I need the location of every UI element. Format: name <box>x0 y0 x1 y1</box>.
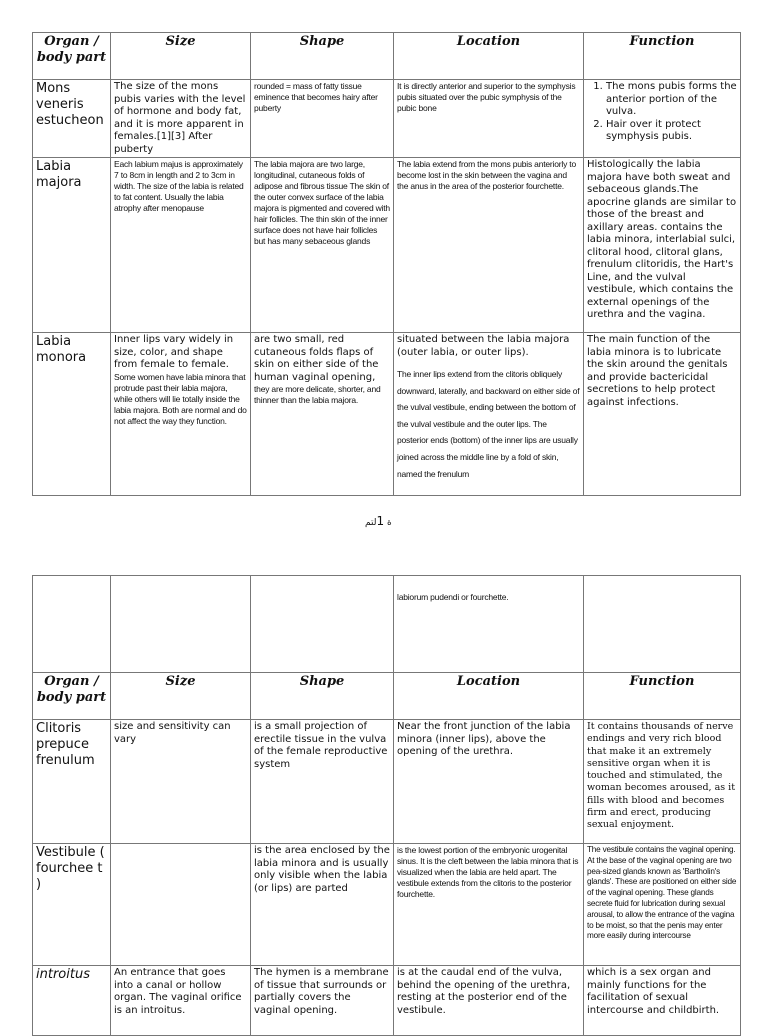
header-shape: Shape <box>251 33 394 80</box>
shape-text-a: are two small, red cutaneous folds flaps of skin on either side of the human vaginal opening, <box>254 334 379 383</box>
function-cell: which is a sex organ and mainly functions for the facilitation of sexual intercourse and childbirth. <box>584 966 741 1036</box>
organ-cell: Mons veneris estucheon <box>33 80 111 158</box>
anatomy-table-page-2 <box>32 575 741 1036</box>
table-row-labia-majora <box>33 158 741 333</box>
shape-cell <box>251 333 394 496</box>
location-cell: It is directly anterior and superior to the symphysis pubis situated over the pubic symphysis of the pubic bone <box>394 80 584 158</box>
function-cell: The vestibule contains the vaginal opening. At the base of the vaginal opening are two pea-sized glands known as 'Bartholin's glands'. These are positioned on either side of the vaginal opening. These glands secrete fluid for lubrication during sexual arousal, to allow the entrance of the vagina to be moist, so that the penis may enter more easily during intercourse <box>584 844 741 966</box>
size-cell: Each labium majus is approximately 7 to 8cm in length and 2 to 3cm in width. The size of the labia is related to fat content. Usually the labia atrophy after menopause <box>111 158 251 333</box>
table-row-labia-minora <box>33 333 741 496</box>
location-continuation-cell: labiorum pudendi or fourchette. <box>394 576 584 673</box>
page-number-suffix: لتم <box>365 518 377 528</box>
shape-cell: rounded = mass of fatty tissue eminence that becomes hairy after puberty <box>251 80 394 158</box>
size-text-a: Inner lips vary widely in size, color, and shape from female to female. <box>114 334 234 370</box>
header-size: Size <box>111 33 251 80</box>
header-organ: Organ / body part <box>33 673 111 720</box>
table-row-vestibule <box>33 844 741 966</box>
header-size: Size <box>111 673 251 720</box>
location-cell: Near the front junction of the labia minora (inner lips), above the opening of the urethra. <box>394 720 584 844</box>
size-cell: size and sensitivity can vary <box>111 720 251 844</box>
organ-cell: Clitoris prepuce frenulum <box>33 720 111 844</box>
header-location: Location <box>394 673 584 720</box>
location-cell: is at the caudal end of the vulva, behind the opening of the urethra, resting at the posterior end of the vestibule. <box>394 966 584 1036</box>
organ-cell: Labia monora <box>33 333 111 496</box>
anatomy-table-page-1 <box>32 32 741 496</box>
continuation-row <box>33 576 741 673</box>
size-cell <box>111 844 251 966</box>
size-cell: The size of the mons pubis varies with the level of hormone and body fat, and it is more apparent in females.[1][3] After puberty <box>111 80 251 158</box>
size-cell: An entrance that goes into a canal or hollow organ. The vaginal orifice is an introitus. <box>111 966 251 1036</box>
function-cell: The main function of the labia minora is to lubricate the skin around the genitals and provide bactericidal secretions to help protect against infections. <box>584 333 741 496</box>
table-row-clitoris <box>33 720 741 844</box>
header-location: Location <box>394 33 584 80</box>
shape-cell: The hymen is a membrane of tissue that surrounds or partially covers the vaginal opening. <box>251 966 394 1036</box>
size-cell <box>111 333 251 496</box>
function-cell <box>584 80 741 158</box>
list-item: 1. The mons pubis forms the anterior portion of the vulva. <box>606 81 737 119</box>
header-row <box>33 33 741 80</box>
organ-cell: Labia majora <box>33 158 111 333</box>
function-cell: Histologically the labia majora have both sweat and sebaceous glands.The apocrine glands are similar to those of the breast and axillary areas. contains the labia minora, interlabial sulci, clitoral hood, clitoral glans, frenulum clitoridis, the Hart's Line, and the vulval vestibule, which contains the external openings of the urethra and the vagina. <box>584 158 741 333</box>
organ-cell: introitus <box>33 966 111 1036</box>
header-function: Function <box>584 673 741 720</box>
header-function: Function <box>584 33 741 80</box>
page-number-prefix: ة <box>386 518 392 528</box>
location-cell: is the lowest portion of the embryonic urogenital sinus. It is the cleft between the labia minora that is visualized when the labia are held apart. The vestibule extends from the clitoris to the posterior fourchette. <box>394 844 584 966</box>
function-list <box>587 81 737 144</box>
organ-cell: Vestibule ( fourchee t ) <box>33 844 111 966</box>
location-cell <box>394 333 584 496</box>
size-text-b: Some women have labia minora that protrude past their labia majora, while others will lie totally inside the labia majora. Both are normal and do not affect the way they function. <box>114 371 247 426</box>
page-number <box>365 514 392 528</box>
page-number-value: 1 <box>376 514 385 528</box>
location-cell: The labia extend from the mons pubis anteriorly to become lost in the skin between the vagina and the anus in the area of the posterior fourchette. <box>394 158 584 333</box>
table-row-mons <box>33 80 741 158</box>
location-text-a: situated between the labia majora (outer labia, or outer lips). <box>397 334 570 358</box>
shape-cell: is a small projection of erectile tissue in the vulva of the female reproductive system <box>251 720 394 844</box>
shape-text-b: they are more delicate, shorter, and thinner than the labia majora. <box>254 384 381 405</box>
header-organ: Organ / body part <box>33 33 111 80</box>
shape-cell: The labia majora are two large, longitudinal, cutaneous folds of adipose and fibrous tissue The skin of the outer convex surface of the labia majora is pigmented and covered with hair follicles. The thin skin of the inner surface does not have hair follicles but has many sebaceous glands <box>251 158 394 333</box>
location-text-b: The inner lips extend from the clitoris obliquely downward, laterally, and backward on either side of the vulval vestibule, ending between the bottom of the vulval vestibule and the outer lips. The posterior ends (bottom) of the inner lips are usually joined across the middle line by a fold of skin, named the frenulum <box>397 369 580 479</box>
table-row-introitus <box>33 966 741 1036</box>
list-item: 2. Hair over it protect symphysis pubis. <box>606 119 737 144</box>
header-shape: Shape <box>251 673 394 720</box>
function-cell: It contains thousands of nerve endings and very rich blood that make it an extremely sensitive organ when it is touched and stimulated, the woman becomes aroused, as it fills with blood and becomes firm and erect, producing sexual enjoyment. <box>584 720 741 844</box>
shape-cell: is the area enclosed by the labia minora and is usually only visible when the labia (or lips) are parted <box>251 844 394 966</box>
header-row <box>33 673 741 720</box>
